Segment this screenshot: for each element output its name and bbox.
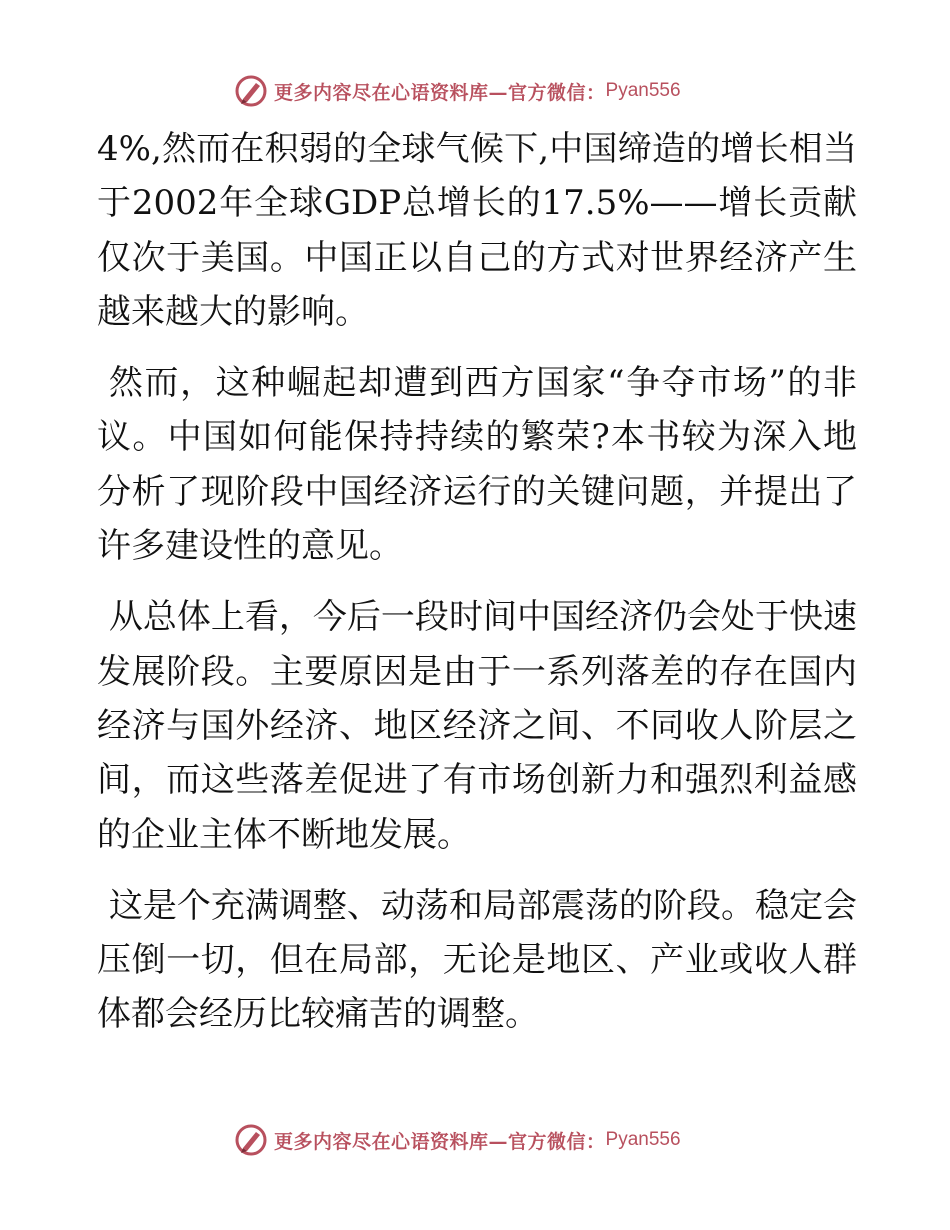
pen-circle-icon (234, 1123, 268, 1157)
header-banner (234, 71, 681, 111)
footer-banner (234, 1120, 681, 1160)
footer-banner-text: 更多内容尽在心语资料库—官方微信： (274, 1130, 606, 1153)
footer-wechat-id: Pyan556 (605, 1129, 681, 1150)
paragraph-4: 这是个充满调整、动荡和局部震荡的阶段。稳定会压倒一切，但在局部，无论是地区、产业或收人群体都会经历比较痛苦的调整。 (97, 885, 857, 1035)
paragraph-3: 从总体上看，今后一段时间中国经济仍会处于快速发展阶段。主要原因是由于一系列落差的存在国内经济与国外经济、地区经济之间、不同收人阶层之间，而这些落差促进了有市场创新力和强烈利益感的企业主体不断地发展。 (97, 597, 857, 855)
header-wechat-id: Pyan556 (605, 80, 681, 101)
pen-circle-icon (234, 74, 268, 108)
paragraph-1: 4%,然而在积弱的全球气候下,中国缔造的增长相当于2002年全球GDP总增长的17.5%——增长贡献仅次于美国。中国正以自己的方式对世界经济产生越来越大的影响。 (97, 129, 857, 332)
header-banner-text: 更多内容尽在心语资料库—官方微信： (274, 81, 606, 104)
paragraph-2: 然而，这种崛起却遭到西方国家“争夺市场”的非议。中国如何能保持持续的繁荣?本书较为深入地分析了现阶段中国经济运行的关键问题，并提出了许多建设性的意见。 (97, 363, 857, 567)
body-text (97, 122, 857, 1042)
